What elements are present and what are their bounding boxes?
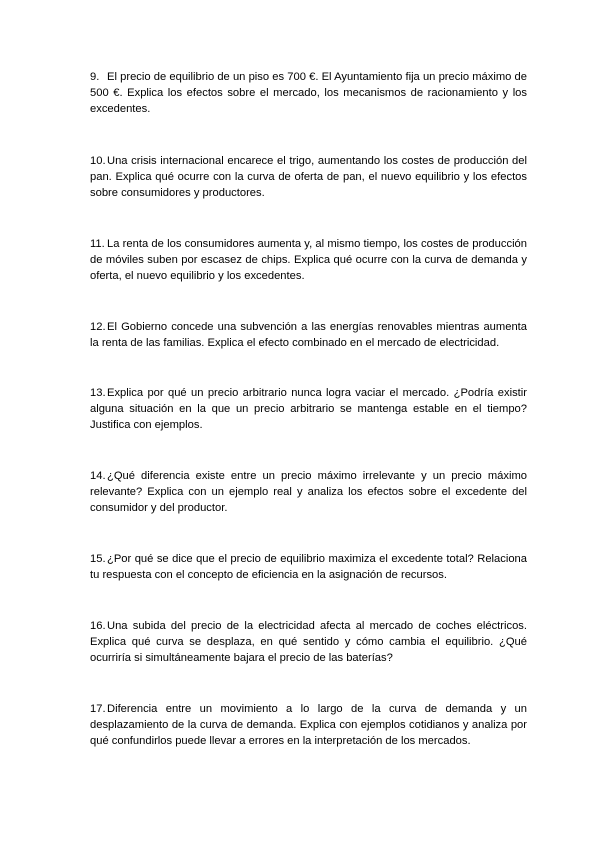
question-number: 13. bbox=[90, 387, 106, 399]
question-14 bbox=[90, 468, 527, 516]
question-text: ¿Por qué se dice que el precio de equilibrio maximiza el excedente total? Relaciona tu respuesta con el concepto de eficiencia en la asignación de recursos. bbox=[90, 553, 527, 581]
question-number: 11. bbox=[90, 238, 105, 250]
question-17 bbox=[90, 701, 527, 749]
question-text: Diferencia entre un movimiento a lo largo de la curva de demanda y un desplazamiento de la curva de demanda. Explica con ejemplos cotidianos y analiza por qué confundirlos puede llevar a errores en la interpretación de los mercados. bbox=[90, 703, 527, 747]
question-16 bbox=[90, 618, 527, 666]
question-number: 12. bbox=[90, 321, 106, 333]
question-text: ¿Qué diferencia existe entre un precio máximo irrelevante y un precio máximo relevante? Explica con un ejemplo real y analiza los efectos sobre el excedente del consumidor y del productor. bbox=[90, 470, 527, 514]
question-text: El precio de equilibrio de un piso es 700 €. El Ayuntamiento fija un precio máximo de 500 €. Explica los efectos sobre el mercado, los mecanismos de racionamiento y los excedentes. bbox=[90, 71, 527, 115]
question-text: Explica por qué un precio arbitrario nunca logra vaciar el mercado. ¿Podría existir alguna situación en la que un precio arbitrario se mantenga estable en el tiempo? Justifica con ejemplos. bbox=[90, 387, 527, 431]
question-10 bbox=[90, 153, 527, 201]
question-number: 9. bbox=[90, 71, 100, 83]
question-number: 16. bbox=[90, 620, 106, 632]
question-15 bbox=[90, 551, 527, 583]
question-12 bbox=[90, 319, 527, 351]
question-number: 15. bbox=[90, 553, 106, 565]
question-number: 17. bbox=[90, 703, 106, 715]
question-text: Una subida del precio de la electricidad afecta al mercado de coches eléctricos. Explica qué curva se desplaza, en qué sentido y cómo cambia el equilibrio. ¿Qué ocurriría si simultáneamente bajara el precio de las baterías? bbox=[90, 620, 527, 664]
question-9 bbox=[90, 69, 527, 117]
question-number: 14. bbox=[90, 470, 106, 482]
question-11 bbox=[90, 236, 527, 284]
question-13 bbox=[90, 385, 527, 433]
question-text: Una crisis internacional encarece el trigo, aumentando los costes de producción del pan. Explica qué ocurre con la curva de oferta de pan, el nuevo equilibrio y los efectos sobre consumidores y productores. bbox=[90, 155, 527, 199]
question-text: El Gobierno concede una subvención a las energías renovables mientras aumenta la renta de las familias. Explica el efecto combinado en el mercado de electricidad. bbox=[90, 321, 527, 349]
question-number: 10. bbox=[90, 155, 106, 167]
question-text: La renta de los consumidores aumenta y, al mismo tiempo, los costes de producción de móviles suben por escasez de chips. Explica qué ocurre con la curva de demanda y oferta, el nuevo equilibrio y los excedentes. bbox=[90, 238, 527, 282]
